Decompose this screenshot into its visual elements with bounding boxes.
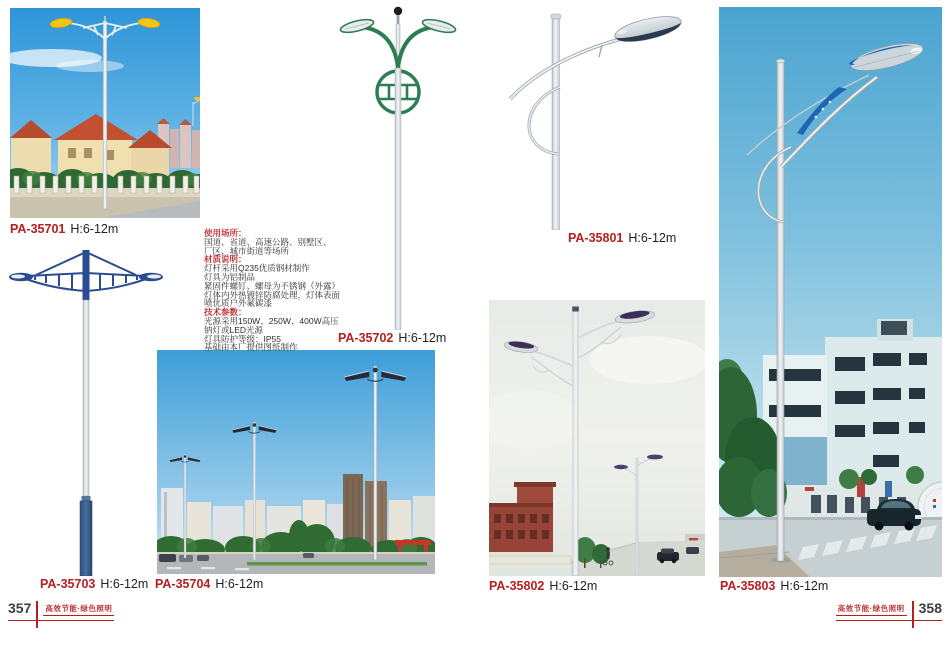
spec-line: 国道、省道、高速公路、别墅区、 <box>204 236 332 247</box>
spec-line: 喷优质户外氟碳漆 <box>204 298 273 309</box>
product-label-pa-35802 <box>489 579 597 594</box>
spec-line: 灯具为铝制品 <box>204 271 256 282</box>
single-arm-street-lamp-illustration <box>498 2 683 230</box>
spec-line: 灯杆采用Q235优质钢材制作 <box>204 263 310 274</box>
product-height-spec: H:6-12m <box>549 579 598 593</box>
product-label-pa-35702 <box>338 331 446 346</box>
product-height-spec: H:6-12m <box>780 579 829 593</box>
product-height-spec: H:6-12m <box>70 222 119 236</box>
product-code: PA-35701 <box>10 222 66 236</box>
product-label-pa-35703 <box>40 577 148 592</box>
page-number-right: 358 <box>918 600 942 616</box>
product-drawing-pa-35703 <box>8 248 163 576</box>
product-height-spec: H:6-12m <box>215 577 264 591</box>
avenue-street-lamps-illustration <box>157 350 435 574</box>
product-photo-pa-35701 <box>10 8 200 218</box>
product-label-pa-35704 <box>155 577 263 592</box>
product-code: PA-35704 <box>155 577 211 591</box>
spec-line: 灯体内外热镀锌防腐处理，灯体表面 <box>204 289 341 300</box>
product-photo-pa-35802 <box>489 300 705 576</box>
curved-arm-street-lamp-illustration <box>719 7 942 577</box>
footer-divider <box>912 601 914 628</box>
spec-line: 厂区、城市街道等场所 <box>204 245 290 256</box>
product-photo-pa-35704 <box>157 350 435 574</box>
staggered-arm-street-lamp-illustration <box>489 300 705 576</box>
product-label-pa-35801 <box>568 231 676 246</box>
product-code: PA-35703 <box>40 577 96 591</box>
material-title: 材质说明： <box>204 254 247 265</box>
tech-title: 技术参数： <box>204 307 247 318</box>
product-photo-pa-35803 <box>719 7 942 577</box>
footer-left <box>8 601 114 621</box>
product-label-pa-35803 <box>720 579 828 594</box>
product-label-pa-35701 <box>10 222 118 237</box>
footer-right <box>836 601 942 621</box>
product-height-spec: H:6-12m <box>398 331 447 345</box>
spec-line: 紧固件螺钉、螺母为不锈钢（外露） <box>204 280 341 291</box>
product-code: PA-35803 <box>720 579 776 593</box>
spec-line: 灯具防护等级：IP55 <box>204 333 281 344</box>
usage-title: 使用场所： <box>204 228 247 238</box>
product-code: PA-35702 <box>338 331 394 345</box>
footer-divider <box>36 601 38 628</box>
page-number-left: 357 <box>8 600 32 616</box>
street-lamp-scene-illustration <box>10 8 200 218</box>
product-code: PA-35802 <box>489 579 545 593</box>
product-height-spec: H:6-12m <box>100 577 149 591</box>
product-height-spec: H:6-12m <box>628 231 677 245</box>
spec-line: 钠灯或LED光源 <box>204 324 264 335</box>
product-code: PA-35801 <box>568 231 624 245</box>
product-drawing-pa-35801 <box>498 2 683 230</box>
truss-arm-street-lamp-illustration <box>8 248 163 576</box>
spec-line: 基础由本厂提供图纸制作 <box>204 342 298 353</box>
footer-slogan: 高效节能·绿色照明 <box>836 604 907 616</box>
footer-slogan: 高效节能·绿色照明 <box>43 604 114 616</box>
spec-line: 光源采用150W、250W、400W高压 <box>204 315 339 326</box>
